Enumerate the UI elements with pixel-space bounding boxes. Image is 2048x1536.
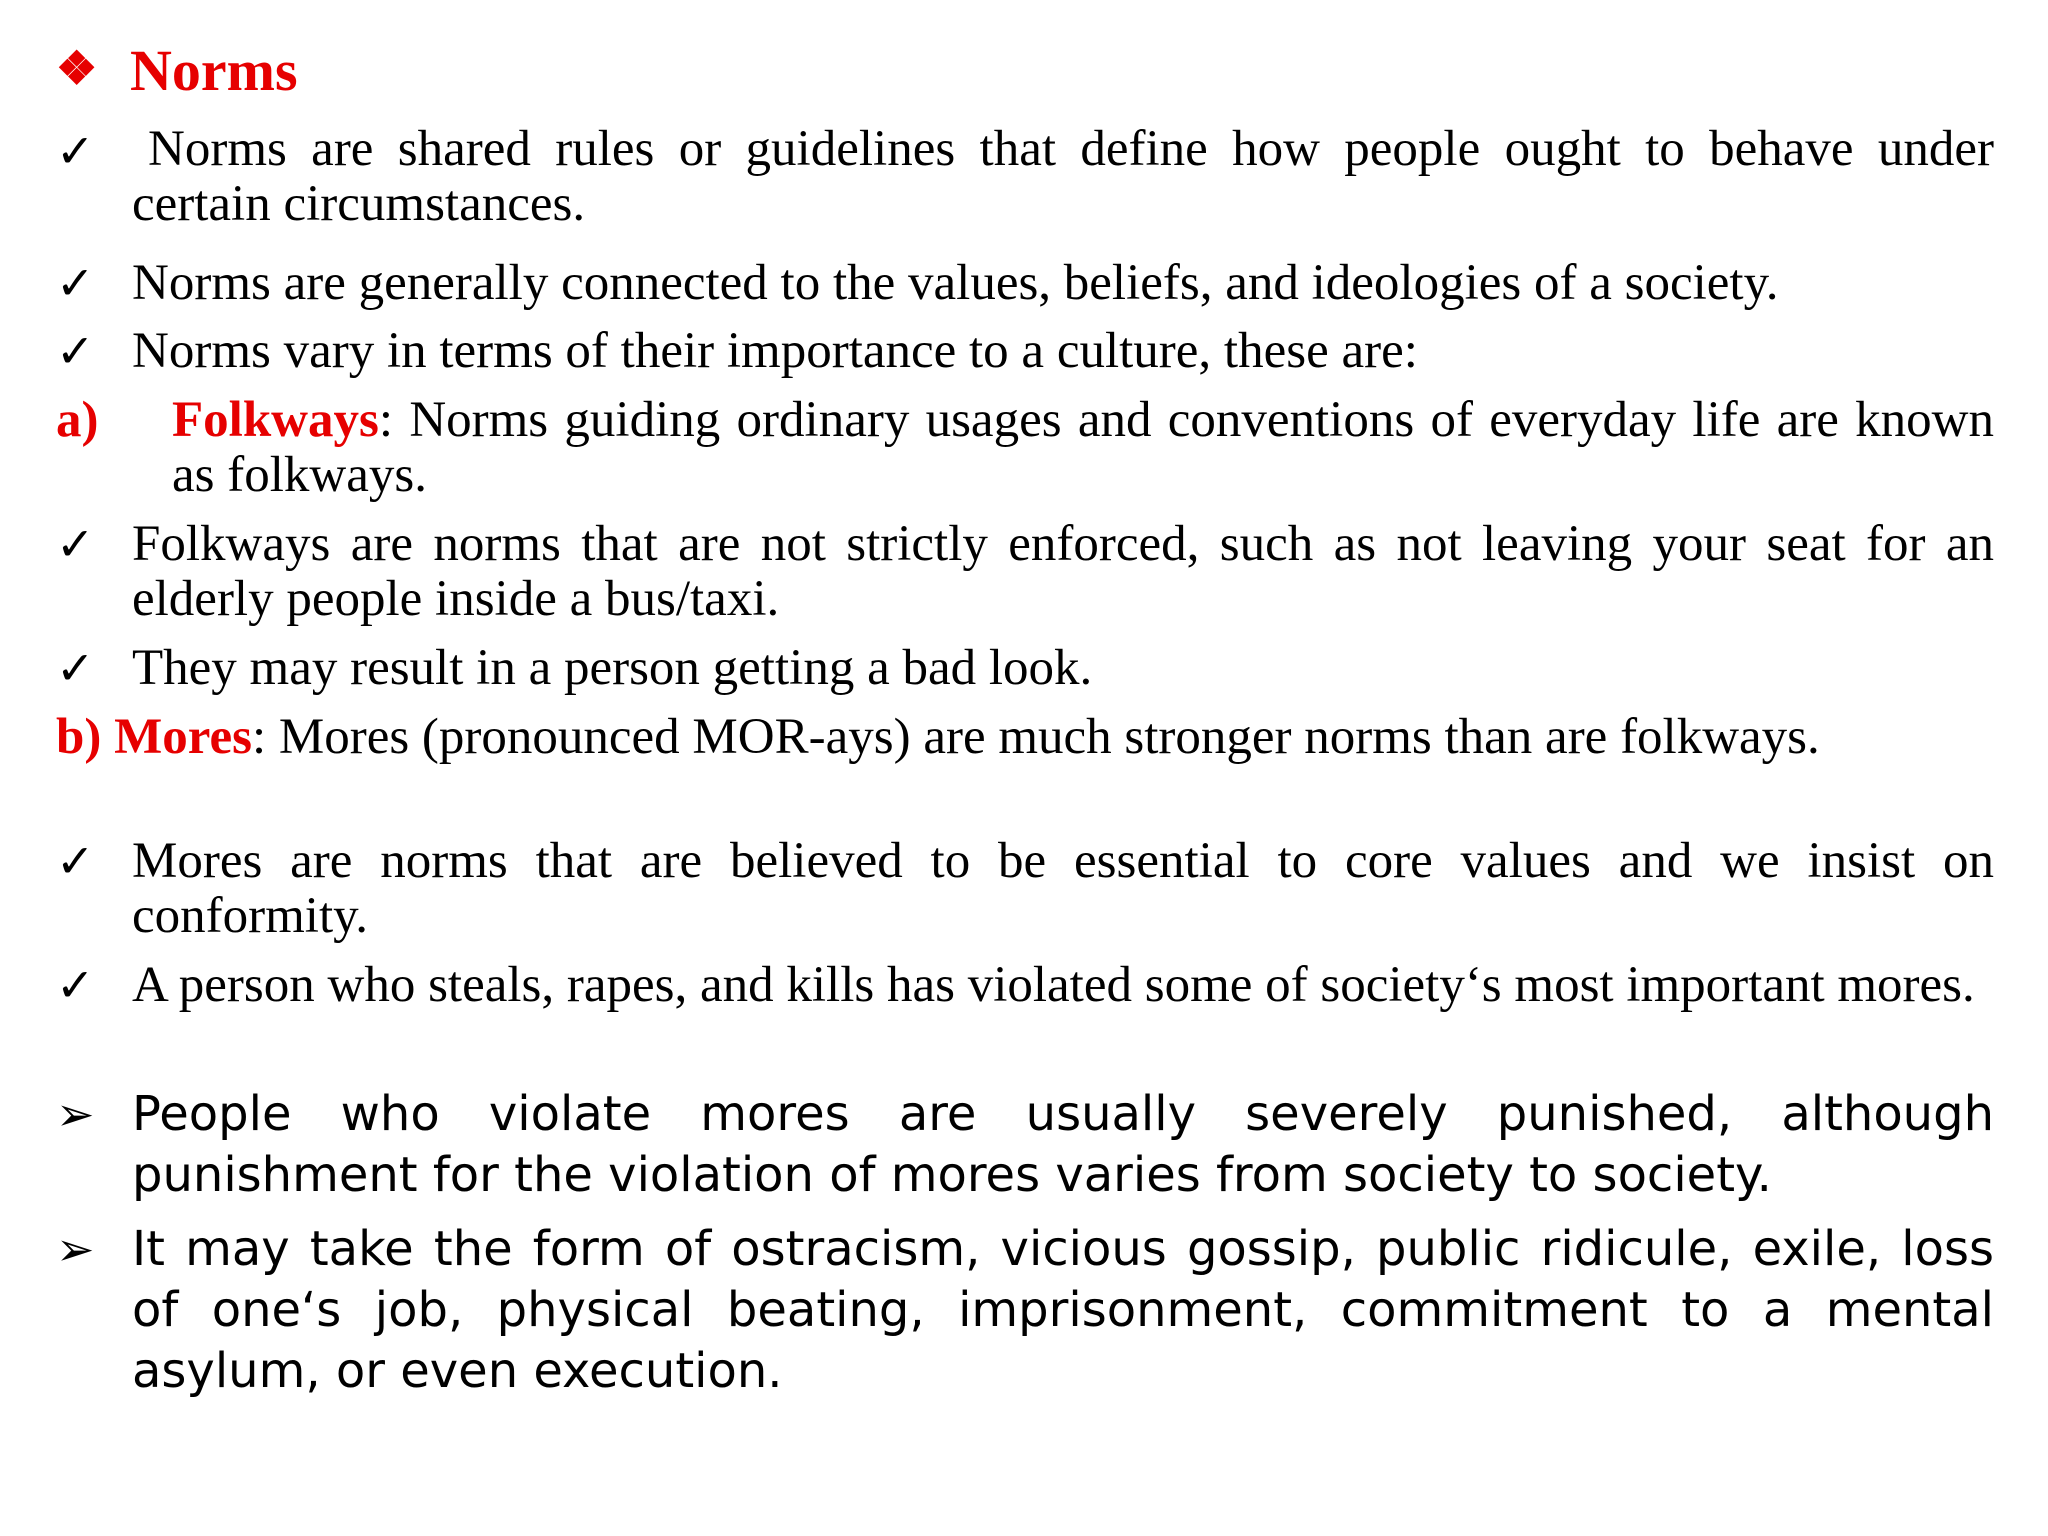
bullet-vary-importance [56, 324, 1994, 379]
arrow-bullet-icon: ➢ [56, 1087, 95, 1141]
list-marker-b: b) [56, 709, 102, 765]
bullet-text: Mores are norms that are believed to be essential to core values and we insist on conformity. [132, 833, 1994, 944]
folkways-definition [56, 393, 1994, 503]
arrow-bullet-punished [56, 1084, 1994, 1206]
bullet-bad-look [56, 641, 1994, 696]
slide-title [56, 34, 1994, 106]
bullet-shared-rules [56, 122, 1994, 232]
slide-title-text: Norms [130, 38, 298, 103]
mores-term: Mores [114, 709, 252, 765]
arrow-bullet-icon: ➢ [56, 1222, 95, 1276]
arrow-bullet-text: People who violate mores are usually severely punished, although punishment for the violation of mores varies from society to society. [132, 1086, 1994, 1203]
bullet-text: Norms vary in terms of their importance to a culture, these are: [132, 323, 1418, 379]
bullet-text: A person who steals, rapes, and kills has violated some of society‘s most important mores. [132, 957, 1975, 1013]
mores-definition-text: : Mores (pronounced MOR-ays) are much stronger norms than are folkways. [251, 709, 1820, 765]
bullet-connected-values [56, 256, 1994, 311]
folkways-definition-text: : Norms guiding ordinary usages and conventions of everyday life are known as folkways. [172, 392, 1994, 503]
checkmark-icon: ✓ [56, 256, 95, 310]
checkmark-icon: ✓ [56, 641, 95, 695]
checkmark-icon: ✓ [56, 124, 95, 178]
bullet-person-steals [56, 958, 1994, 1013]
mores-definition [56, 710, 1994, 765]
bullet-text: Norms are generally connected to the values, beliefs, and ideologies of a society. [132, 255, 1779, 311]
checkmark-icon: ✓ [56, 324, 95, 378]
folkways-term: Folkways [172, 392, 379, 448]
bullet-text: They may result in a person getting a bad look. [132, 640, 1093, 696]
diamond-bullet-icon: ❖ [56, 43, 98, 94]
arrow-bullet-text: It may take the form of ostracism, vicious gossip, public ridicule, exile, loss of one‘s job, physical beating, imprisonment, commitment to a mental asylum, or even execution. [132, 1221, 1994, 1399]
arrow-bullet-ostracism [56, 1219, 1994, 1402]
checkmark-icon: ✓ [56, 834, 95, 888]
checkmark-icon: ✓ [56, 958, 95, 1012]
list-marker-a: a) [56, 392, 99, 448]
bullet-text: Folkways are norms that are not strictly enforced, such as not leaving your seat for an elderly people inside a bus/taxi. [132, 516, 1994, 627]
checkmark-icon: ✓ [56, 517, 95, 571]
bullet-folkways-not-enforced [56, 517, 1994, 627]
bullet-mores-essential [56, 834, 1994, 944]
bullet-text: Norms are shared rules or guidelines that define how people ought to behave under certain circumstances. [132, 121, 1994, 232]
